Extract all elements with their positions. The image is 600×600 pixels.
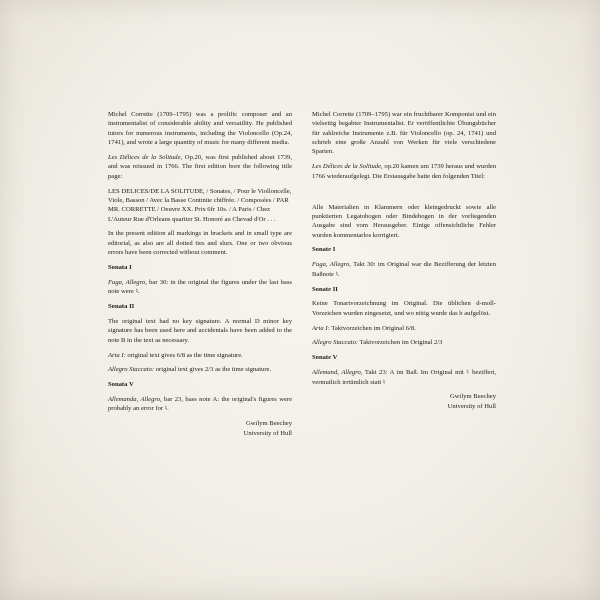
english-column [108,110,292,438]
de-note-staccato-body: Taktvorzeichen im Original 2/3 [358,339,443,347]
de-note-aria-1-body: Taktvorzeichen im Original 6/8. [329,324,416,332]
de-note-1-italic: Fuga, Allegro, [312,261,351,269]
en-note-aria-1 [108,351,292,360]
de-paragraph-2 [312,162,496,181]
de-note-sonate-5 [312,368,496,387]
en-paragraph-2-rest: Op.20, was first published about 1739, and was reissued in 1766. The first edition bore the following title page: [108,153,293,180]
de-paragraph-3: Alle Materialien in Klammern oder kleingedruckt sowie alle punktierten Legatobogen oder Bindebogen in der vorliegenden Ausgabe sind vom Herausgeber. Einige offensichtliche Fehler wurden kommentarlos korrigiert. [312,203,496,239]
german-column [312,110,496,438]
en-signature [108,419,292,438]
en-paragraph-1: Michel Corrette (1709–1795) was a prolific composer and an instrumentalist of considerable ability and versatility. He published tutors for numerous instruments, including the Violoncello (Op.24, 1741), and wrote a large quantity of music for many different media. [108,111,292,147]
de-paragraph-2-rest: op.20 kamen um 1739 heraus und wurden 1766 wiederaufgelegt. Die Erstausgabe hatte den folgenden Titel: [312,163,496,180]
en-work-title: Les Délices de la Solitude, [108,153,183,161]
en-note-1-body: bar 30: in the original the figures under the last bass note were ♮. [108,278,292,296]
de-heading-sonate-5: Sonate V [312,354,338,362]
en-note-aria-1-italic: Aria I: [108,351,126,359]
en-note-sonata-5 [108,395,292,414]
en-note-sonata-1 [108,278,292,297]
en-signature-name: Gwilym Beechey [246,420,292,428]
de-note-1-body: Takt 30: im Original war die Bezifferung der letzten Baßnote ♮. [312,261,496,278]
de-heading-sonate-1: Sonate I [312,246,336,254]
en-heading-sonata-5: Sonata V [108,381,134,389]
de-note-5-body: Takt 23: A im Baß. Im Original mit ♮ beziffert, vermutlich irrtümlich statt ♮ [312,369,496,386]
en-note-staccato-body: original text gives 2/3 as the time signature. [154,366,272,374]
de-note-aria-1-italic: Aria I: [312,324,330,332]
de-work-title: Les Délices de la Solitude, [312,163,383,171]
de-paragraph-1: Michel Corrette (1709–1795) war ein fruchtbarer Komponist und ein vielseitig begabter Instrumentalist. Er veröffentlichte Übungsbücher für zahlreiche Instrumente z.B. für Violoncello (op. 24, 1741) und schrieb eine große Anzahl von Werken für viele verschiedene Sparten. [312,111,496,156]
de-heading-sonate-2: Sonate II [312,285,338,293]
de-signature-affiliation: University of Hull [447,402,496,410]
en-note-5-body: bar 23, bass note A: the original's figures were probably an error for ♮. [108,396,292,413]
en-note-1-italic: Fuga, Allegro, [108,278,147,286]
en-note-sonata-2: The original text had no key signature. A normal D minor key signature has been used here and accidentals have been added to the note B in the text as necessary. [108,317,292,344]
en-signature-affiliation: University of Hull [243,429,292,437]
de-note-5-italic: Allemand, Allegro, [312,369,363,377]
de-note-allegro-staccato [312,338,496,347]
de-note-sonate-2: Keine Tonartvorzeichnung im Original. Die üblichen d-moll-Vorzeichen wurden eingesetzt, und wo nötig wurde das b aufgelöst. [312,300,496,317]
en-paragraph-3: In the present edition all markings in brackets and in small type are editorial, as also are all dotted ties and slurs. One or two obvious errors have been corrected without comment. [108,230,292,257]
en-note-staccato-italic: Allegro Staccato: [108,366,155,374]
de-signature [312,392,496,411]
document-content [108,110,496,438]
en-note-5-italic: Allemanda, Allegro, [108,396,162,404]
en-note-aria-1-body: original text gives 6/8 as the time signature. [125,351,243,359]
de-signature-name: Gwilym Beechey [450,393,496,401]
en-note-allegro-staccato [108,365,292,374]
de-note-staccato-italic: Allegro Staccato: [312,339,359,347]
de-note-aria-1 [312,324,496,333]
en-paragraph-2 [108,153,292,181]
de-note-sonate-1 [312,260,496,279]
en-heading-sonata-1: Sonata I [108,264,132,272]
en-original-title-page: LES DELICES/DE LA SOLITUDE, / Sonates, / Pour le Violloncelle, Viole, Basson / Avec la Basse Continüe chiffrée. / Composées / PAR MR. CORRETTE / Oeuvre XX. Prix 6fr 10s. / A Paris / Chez L'Auteur Rue d'Orleans quartier St. Honoré au Chevad d'Or . . . [108,187,292,223]
en-heading-sonata-2: Sonata II [108,303,135,311]
